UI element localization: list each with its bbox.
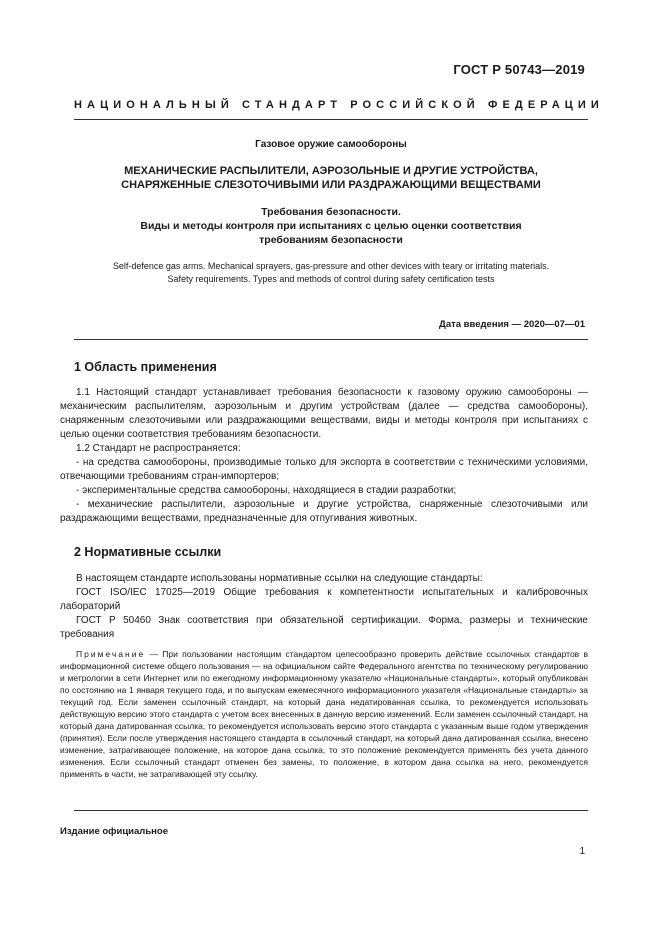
requirements-title-line-1: Требования безопасности. [261,206,401,218]
bullet-export: - на средства самообороны, производимые только для экспорта в соответствии с техническими условиями, отвечающими требованиям стран-импортеров; [60,457,588,482]
section-1-heading: 1 Область применения [74,360,217,374]
section-2-note [60,648,588,780]
english-title [60,260,602,285]
date-divider [74,339,588,340]
english-title-line-1: Self-defence gas arms. Mechanical sprayers, gas-pressure and other devices with teary or irritating materials. [112,261,550,271]
note-label: Примечание [76,649,146,659]
main-title-line-2: СНАРЯЖЕННЫЕ СЛЕЗОТОЧИВЫМИ ИЛИ РАЗДРАЖАЮЩИМИ ВЕЩЕСТВАМИ [121,179,541,191]
official-edition-label: Издание официальное [60,826,168,837]
introduction-date: Дата введения — 2020—07—01 [439,319,585,330]
paragraph-1-1: 1.1 Настоящий стандарт устанавливает требования безопасности к газовому оружию самообороны — механическим распылителям, аэрозольным и другим устройствам (далее — средства самообороны), снаряженным слезоточивыми или раздражающими веществами, виды и методы контроля при испытаниях с целью оценки соответствия требованиям безопасности. [60,387,588,440]
note-text: — При пользовании настоящим стандартом целесообразно проверить действие ссылочных стандартов в информационной системе общего пользования — на официальном сайте Федерального агентства по техническому регулированию и метрологии в сети Интернет или по ежегодному информационному указателю «Национальные стандарты», который опубликован по состоянию на 1 января текущего года, и по выпускам ежемесячного информационного указателя «Национальные стандарты» за текущий год. Если заменен ссылочный стандарт, на который дана недатированная ссылка, то рекомендуется использовать действующую версию этого стандарта с учетом всех внесенных в данную версию изменений. Если заменен ссылочный стандарт, на который дана датированная ссылка, то рекомендуется использовать версию этого стандарта с указанным выше годом утверждения (принятия). Если после утверждения настоящего стандарта в ссылочный стандарт, на который дана датированная ссылка, внесено изменение, затрагивающее положение, на которое дана ссылка, то это положение рекомендуется применять без учета данного изменения. Если ссылочный стандарт отменен без замены, то положение, в котором дана ссылка на него, рекомендуется применять в части, не затрагивающей эту ссылку. [60,649,588,779]
main-title [60,164,602,192]
document-code: ГОСТ Р 50743—2019 [453,62,585,77]
bullet-animals: - механические распылители, аэрозольные и другие устройства, снаряженные слезоточивыми или раздражающими веществами, предназначенные для отпугивания животных. [60,499,588,524]
page-number: 1 [579,846,585,857]
reference-iso-17025: ГОСТ ISO/IEC 17025—2019 Общие требования к компетентности испытательных и калибровочных лабораторий [60,587,588,612]
footer-divider [74,810,588,811]
english-title-line-2: Safety requirements. Types and methods of control during safety certification tests [167,273,495,284]
requirements-title-line-2: Виды и методы контроля при испытаниях с целью оценки соответствия [140,220,522,232]
requirements-title [60,205,602,247]
national-standard-banner: НАЦИОНАЛЬНЫЙ СТАНДАРТ РОССИЙСКОЙ ФЕДЕРАЦИИ [74,99,604,111]
section-2-body [60,572,588,642]
main-title-line-1: МЕХАНИЧЕСКИЕ РАСПЫЛИТЕЛИ, АЭРОЗОЛЬНЫЕ И ДРУГИЕ УСТРОЙСТВА, [124,165,538,177]
normative-intro: В настоящем стандарте использованы нормативные ссылки на следующие стандарты: [76,573,483,584]
reference-gost-50460: ГОСТ Р 50460 Знак соответствия при обязательной сертификации. Форма, размеры и технические требования [60,615,588,640]
section-2-heading: 2 Нормативные ссылки [74,545,222,559]
paragraph-1-2: 1.2 Стандарт не распространяется: [76,443,241,454]
header-divider [74,119,588,120]
section-1-body [60,386,588,526]
bullet-experimental: - экспериментальные средства самообороны, находящиеся в стадии разработки; [76,485,457,496]
requirements-title-line-3: требованиям безопасности [259,234,403,246]
document-subtitle: Газовое оружие самообороны [255,139,407,150]
